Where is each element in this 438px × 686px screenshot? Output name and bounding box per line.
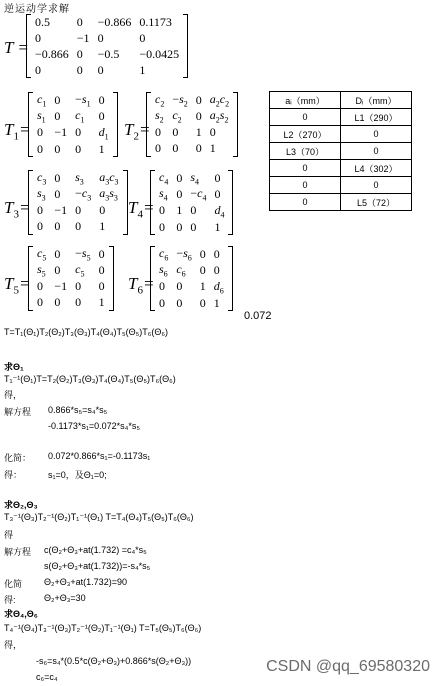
subscript-value: 0.072: [244, 310, 272, 322]
section-heading-theta4-6: 求Θ₄,Θ₆: [4, 609, 38, 619]
equation-line: 0.072*0.866*s₁=-0.1173s₁: [48, 451, 151, 461]
equation-line: 0.866*s₅=s₄*s₅: [48, 405, 108, 415]
t2-matrix: $c_2$ $-s_2$ 0 $a_2c_2$ $s_2$ $c_2$ 0 $a_2s_2$ 0 0 1 0 0 0 0 1: [146, 92, 238, 157]
text-line: 得: [4, 530, 14, 540]
table-row: 0 L4（302）: [270, 160, 412, 177]
table-row: 0 L5（72）: [270, 194, 412, 211]
label-result: 得:: [4, 595, 16, 605]
label-simplify: 化简：: [4, 453, 32, 463]
equation-line: Θ₂+Θ₃=30: [44, 593, 86, 603]
equation-line: T₄⁻¹(Θ₄)T₃⁻¹(Θ₃)T₂⁻¹(Θ₂)T₁⁻¹(Θ₁) T=T₅(Θ₅)T₆(Θ₆): [4, 623, 202, 633]
table-header-row: aᵢ（mm） Dᵢ（mm）: [270, 92, 412, 109]
dh-parameter-table: [269, 91, 412, 211]
equation-line: s₁=0，及Θ₁=0;: [48, 470, 107, 480]
t4-matrix: $c_4$ 0 $s_4$ 0 $s_4$ 0 $-c_4$ 0 0 1 0 $d_4$ 0 0 0 1: [150, 170, 233, 235]
t1-label: $T_1=$: [4, 120, 31, 143]
table-row: L2（270） 0: [270, 126, 412, 143]
t5-label: $T_5=$: [4, 274, 31, 297]
label-solve: 解方程: [4, 407, 32, 417]
t-matrix: 0.5 0 −0.866 0.1173 0 −1 0 0 −0.866 0 −0.5 −0.0425 0 0 0 1: [26, 14, 188, 78]
page-title: 逆运动学求解: [4, 4, 70, 15]
t6-label: $T_6=$: [128, 274, 155, 297]
table-row: 0 0: [270, 177, 412, 194]
label-solve: 解方程: [4, 547, 32, 557]
t5-matrix: $c_5$ 0 $-s_5$ 0 $s_5$ 0 $c_5$ 0 0 −1 0 0 0 0 0 1: [28, 246, 114, 311]
equation-line: -s₆=s₄*(0.5*c(Θ₂+Θ₃)+0.866*s(Θ₂+Θ₃)): [36, 656, 192, 666]
section-heading-theta2-3: 求Θ₂,Θ₃: [4, 500, 38, 510]
equation-line: c(Θ₂+Θ₃+at(1.732) =c₄*s₅: [44, 545, 147, 555]
t4-label: $T_4=$: [128, 198, 155, 221]
t-label: T =: [4, 38, 29, 57]
equation-line: c₆=c₄: [36, 672, 58, 682]
table-row: 0 L1（290）: [270, 109, 412, 126]
table-row: L3（70） 0: [270, 143, 412, 160]
label-result: 得：: [4, 470, 23, 480]
equation-line: T₃⁻¹(Θ₃)T₂⁻¹(Θ₂)T₁⁻¹(Θ₁) T=T₄(Θ₄)T₅(Θ₅)T₆(Θ₆): [4, 512, 194, 522]
equation-line: -0.1173*s₁=0.072*s₄*s₅: [48, 421, 140, 431]
t1-matrix: $c_1$ 0 $-s_1$ 0 $s_1$ 0 $c_1$ 0 0 −1 0 $d_1$ 0 0 0 1: [28, 92, 118, 157]
text-line: 得，: [4, 390, 23, 400]
t2-label: $T_2=$: [124, 120, 151, 143]
transform-product: T=T₁(Θ₁)T₂(Θ₂)T₃(Θ₃)T₄(Θ₄)T₅(Θ₅)T₆(Θ₆): [4, 327, 168, 337]
watermark: CSDN @qq_69580320: [266, 658, 430, 675]
section-heading-theta1: 求Θ₁: [4, 362, 24, 372]
t6-matrix: $c_6$ $-s_6$ 0 0 $s_6$ $c_6$ 0 0 0 0 1 $d_6$ 0 0 0 1: [150, 246, 233, 311]
equation-line: Θ₂+Θ₃+at(1.732)=90: [44, 577, 127, 587]
t3-label: $T_3=$: [4, 198, 31, 221]
label-simplify: 化简: [4, 579, 23, 589]
t3-matrix: $c_3$ 0 $s_3$ $a_3c_3$ $s_3$ 0 $-c_3$ $a_3s_3$ 0 −1 0 0 0 0 0 1: [28, 170, 128, 235]
text-line: 得，: [4, 640, 23, 650]
equation-line: s(Θ₂+Θ₃+at(1.732))=-s₄*s₅: [44, 561, 151, 571]
equation-line: T₁⁻¹(Θ₁)T=T₂(Θ₂)T₃(Θ₃)T₄(Θ₄)T₅(Θ₅)T₆(Θ₆): [4, 374, 176, 384]
